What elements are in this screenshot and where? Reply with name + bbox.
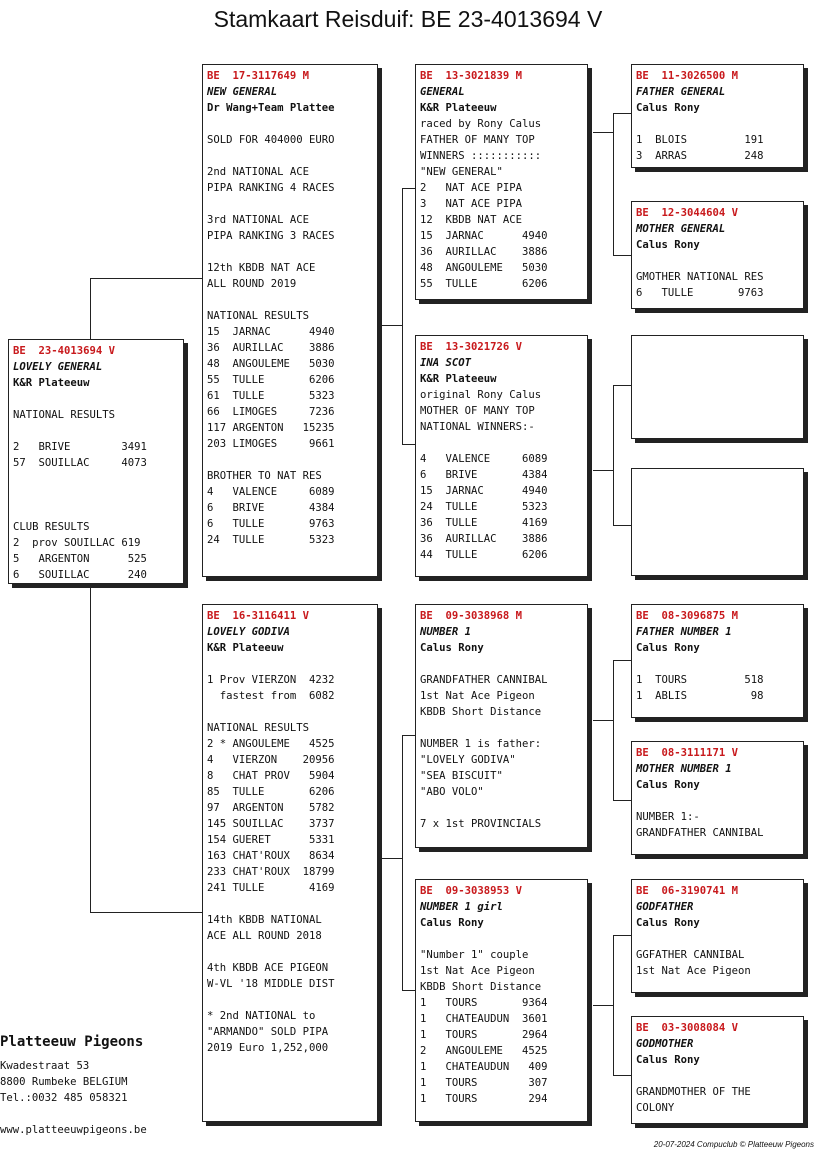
- result-line: [636, 793, 799, 809]
- pigeon-name: GENERAL: [420, 86, 465, 98]
- result-line: ALL ROUND 2019: [207, 278, 297, 290]
- connector-line: [613, 525, 632, 526]
- result-line: PIPA RANKING 3 RACES: [207, 230, 335, 242]
- result-line: "ABO VOLO": [420, 786, 484, 798]
- result-line: 1 TOURS 2964: [420, 1029, 548, 1041]
- pigeon-card-fmf: [631, 335, 804, 439]
- result-line: NATIONAL RESULTS: [13, 409, 116, 421]
- result-line: GRANDMOTHER OF THE: [636, 1086, 751, 1098]
- result-line: 2 prov SOUILLAC 619: [13, 537, 141, 549]
- breeder-name: Calus Rony: [636, 1054, 700, 1066]
- result-line: 61 TULLE 5323: [207, 390, 335, 402]
- result-line: 3rd NATIONAL ACE: [207, 214, 310, 226]
- pigeon-card-ffm: [631, 201, 804, 309]
- result-line: 6 TULLE 9763: [207, 518, 335, 530]
- connector-line: [402, 188, 403, 444]
- ring-number: BE 11-3026500 M: [636, 70, 739, 82]
- pigeon-card-mff: [631, 604, 804, 718]
- pigeon-card-subject: [8, 339, 184, 584]
- result-line: 36 AURILLAC 3886: [420, 246, 548, 258]
- result-line: 97 ARGENTON 5782: [207, 802, 335, 814]
- pigeon-card-ff: [415, 64, 588, 300]
- result-line: 7 x 1st PROVINCIALS: [420, 818, 542, 830]
- ring-number: BE 09-3038953 V: [420, 885, 523, 897]
- ring-number: BE 06-3190741 M: [636, 885, 739, 897]
- connector-line: [613, 113, 632, 114]
- result-line: 2 NAT ACE PIPA: [420, 182, 523, 194]
- result-line: 85 TULLE 6206: [207, 786, 335, 798]
- result-line: 6 SOUILLAC 240: [13, 569, 147, 581]
- result-line: [207, 944, 373, 960]
- ring-number: BE 09-3038968 M: [420, 610, 523, 622]
- result-line: 1st Nat Ace Pigeon: [420, 965, 535, 977]
- connector-line: [613, 935, 614, 1075]
- result-line: [207, 116, 373, 132]
- result-line: 36 AURILLAC 3886: [420, 533, 548, 545]
- result-line: 5 ARGENTON 525: [13, 553, 147, 565]
- connector-line: [613, 385, 614, 525]
- result-line: 44 TULLE 6206: [420, 549, 548, 561]
- result-line: [207, 196, 373, 212]
- result-line: 6 BRIVE 4384: [207, 502, 335, 514]
- result-line: 14th KBDB NATIONAL: [207, 914, 322, 926]
- pigeon-card-mmm: [631, 1016, 804, 1124]
- pigeon-card-mother: [202, 604, 378, 1122]
- connector-line: [613, 113, 614, 255]
- result-line: NATIONAL WINNERS:-: [420, 421, 535, 433]
- connector-line: [593, 720, 613, 721]
- result-line: 57 SOUILLAC 4073: [13, 457, 147, 469]
- result-line: 154 GUERET 5331: [207, 834, 335, 846]
- result-line: 2 BRIVE 3491: [13, 441, 147, 453]
- breeder-name: Calus Rony: [636, 239, 700, 251]
- result-line: 55 TULLE 6206: [207, 374, 335, 386]
- result-line: [13, 471, 179, 487]
- pigeon-name: INA SCOT: [420, 357, 472, 369]
- result-line: "NEW GENERAL": [420, 166, 503, 178]
- pigeon-name: GODMOTHER: [636, 1038, 694, 1050]
- result-line: 241 TULLE 4169: [207, 882, 335, 894]
- result-line: 8 CHAT PROV 5904: [207, 770, 335, 782]
- connector-line: [90, 912, 203, 913]
- result-line: [420, 720, 583, 736]
- breeder-name: Calus Rony: [636, 642, 700, 654]
- connector-line: [613, 660, 632, 661]
- connector-line: [402, 188, 416, 189]
- result-line: COLONY: [636, 1102, 675, 1114]
- result-line: 233 CHAT'ROUX 18799: [207, 866, 335, 878]
- result-line: W-VL '18 MIDDLE DIST: [207, 978, 335, 990]
- connector-line: [380, 858, 402, 859]
- result-line: 1 TOURS 294: [420, 1093, 548, 1105]
- result-line: [207, 992, 373, 1008]
- result-line: fastest from 6082: [207, 690, 335, 702]
- result-line: KBDB Short Distance: [420, 981, 542, 993]
- result-line: 15 JARNAC 4940: [420, 485, 548, 497]
- result-line: FATHER OF MANY TOP: [420, 134, 535, 146]
- result-line: 36 TULLE 4169: [420, 517, 548, 529]
- result-line: 15 JARNAC 4940: [420, 230, 548, 242]
- ring-number: BE 17-3117649 M: [207, 70, 310, 82]
- result-line: 3 NAT ACE PIPA: [420, 198, 523, 210]
- result-line: 2nd NATIONAL ACE: [207, 166, 310, 178]
- result-line: MOTHER OF MANY TOP: [420, 405, 535, 417]
- result-line: 12th KBDB NAT ACE: [207, 262, 316, 274]
- pigeon-card-fm: [415, 335, 588, 577]
- connector-line: [613, 1075, 632, 1076]
- result-line: [207, 656, 373, 672]
- pigeon-name: NEW GENERAL: [207, 86, 278, 98]
- result-line: 15 JARNAC 4940: [207, 326, 335, 338]
- result-line: [207, 244, 373, 260]
- result-line: 1 CHATEAUDUN 3601: [420, 1013, 548, 1025]
- result-line: [207, 292, 373, 308]
- result-line: 24 TULLE 5323: [420, 501, 548, 513]
- connector-line: [613, 255, 632, 256]
- owner-website-link[interactable]: www.platteeuwpigeons.be: [0, 1124, 147, 1136]
- result-line: [207, 148, 373, 164]
- result-line: BROTHER TO NAT RES: [207, 470, 322, 482]
- pigeon-card-fff: [631, 64, 804, 168]
- result-line: 2019 Euro 1,252,000: [207, 1042, 329, 1054]
- result-line: GRANDFATHER CANNIBAL: [420, 674, 548, 686]
- result-line: GMOTHER NATIONAL RES: [636, 271, 764, 283]
- result-line: 1 ABLIS 98: [636, 690, 764, 702]
- result-line: 36 AURILLAC 3886: [207, 342, 335, 354]
- connector-line: [613, 385, 632, 386]
- result-line: 163 CHAT'ROUX 8634: [207, 850, 335, 862]
- result-line: 1st Nat Ace Pigeon: [420, 690, 535, 702]
- result-line: raced by Rony Calus: [420, 118, 542, 130]
- connector-line: [90, 583, 91, 913]
- connector-line: [380, 325, 402, 326]
- result-line: [420, 435, 583, 451]
- pigeon-name: GODFATHER: [636, 901, 694, 913]
- pigeon-name: FATHER NUMBER 1: [636, 626, 732, 638]
- result-line: 48 ANGOULEME 5030: [420, 262, 548, 274]
- pigeon-card-mf: [415, 604, 588, 848]
- pigeon-card-fmm: [631, 468, 804, 576]
- breeder-name: Dr Wang+Team Plattee: [207, 102, 335, 114]
- result-line: CLUB RESULTS: [13, 521, 90, 533]
- connector-line: [613, 800, 632, 801]
- breeder-name: Calus Rony: [636, 102, 700, 114]
- ring-number: BE 16-3116411 V: [207, 610, 310, 622]
- result-line: NATIONAL RESULTS: [207, 722, 310, 734]
- result-line: WINNERS :::::::::::: [420, 150, 542, 162]
- ring-number: BE 12-3044604 V: [636, 207, 739, 219]
- connector-line: [90, 278, 203, 279]
- result-line: 3 ARRAS 248: [636, 150, 764, 162]
- result-line: 6 TULLE 9763: [636, 287, 764, 299]
- breeder-name: Calus Rony: [420, 917, 484, 929]
- connector-line: [593, 470, 613, 471]
- result-line: NUMBER 1 is father:: [420, 738, 542, 750]
- result-line: NUMBER 1:-: [636, 811, 700, 823]
- breeder-name: Calus Rony: [420, 642, 484, 654]
- page-title: Stamkaart Reisduif: BE 23-4013694 V: [213, 6, 603, 32]
- result-line: 1st Nat Ace Pigeon: [636, 965, 751, 977]
- result-line: [207, 896, 373, 912]
- result-line: [207, 452, 373, 468]
- result-line: 6 BRIVE 4384: [420, 469, 548, 481]
- pigeon-card-mm: [415, 879, 588, 1122]
- result-line: [636, 931, 799, 947]
- pigeon-card-mmf: [631, 879, 804, 993]
- result-line: [636, 253, 799, 269]
- result-line: 117 ARGENTON 15235: [207, 422, 335, 434]
- result-line: PIPA RANKING 4 RACES: [207, 182, 335, 194]
- result-line: GGFATHER CANNIBAL: [636, 949, 745, 961]
- result-line: [636, 1068, 799, 1084]
- result-line: [13, 487, 179, 503]
- result-line: 48 ANGOULEME 5030: [207, 358, 335, 370]
- pigeon-card-father: [202, 64, 378, 577]
- owner-city: 8800 Rumbeke BELGIUM: [0, 1076, 128, 1088]
- result-line: ACE ALL ROUND 2018: [207, 930, 322, 942]
- ring-number: BE 23-4013694 V: [13, 345, 116, 357]
- result-line: "ARMANDO" SOLD PIPA: [207, 1026, 329, 1038]
- breeder-name: K&R Plateeuw: [420, 373, 497, 385]
- result-line: 1 BLOIS 191: [636, 134, 764, 146]
- owner-phone: Tel.:0032 485 058321: [0, 1092, 128, 1104]
- breeder-name: Calus Rony: [636, 917, 700, 929]
- result-line: GRANDFATHER CANNIBAL: [636, 827, 764, 839]
- result-line: [636, 656, 799, 672]
- pigeon-name: NUMBER 1: [420, 626, 472, 638]
- result-line: 66 LIMOGES 7236: [207, 406, 335, 418]
- connector-line: [613, 660, 614, 800]
- result-line: * 2nd NATIONAL to: [207, 1010, 316, 1022]
- result-line: 4 VALENCE 6089: [420, 453, 548, 465]
- result-line: "SEA BISCUIT": [420, 770, 503, 782]
- connector-line: [90, 278, 91, 340]
- pigeon-name: NUMBER 1 girl: [420, 901, 503, 913]
- owner-name: Platteeuw Pigeons: [0, 1034, 144, 1050]
- result-line: 4th KBDB ACE PIGEON: [207, 962, 329, 974]
- result-line: 24 TULLE 5323: [207, 534, 335, 546]
- result-line: 1 TOURS 518: [636, 674, 764, 686]
- result-line: 55 TULLE 6206: [420, 278, 548, 290]
- result-line: "LOVELY GODIVA": [420, 754, 516, 766]
- breeder-name: Calus Rony: [636, 779, 700, 791]
- result-line: 4 VIERZON 20956: [207, 754, 335, 766]
- result-line: 2 * ANGOULEME 4525: [207, 738, 335, 750]
- pigeon-card-mfm: [631, 741, 804, 855]
- result-line: 203 LIMOGES 9661: [207, 438, 335, 450]
- result-line: 1 TOURS 307: [420, 1077, 548, 1089]
- ring-number: BE 13-3021726 V: [420, 341, 523, 353]
- result-line: NATIONAL RESULTS: [207, 310, 310, 322]
- result-line: [207, 704, 373, 720]
- connector-line: [402, 990, 416, 991]
- result-line: 1 CHATEAUDUN 409: [420, 1061, 548, 1073]
- result-line: 4 VALENCE 6089: [207, 486, 335, 498]
- ring-number: BE 13-3021839 M: [420, 70, 523, 82]
- ring-number: BE 08-3096875 M: [636, 610, 739, 622]
- owner-street: Kwadestraat 53: [0, 1060, 90, 1072]
- connector-line: [402, 735, 403, 990]
- connector-line: [593, 132, 613, 133]
- pigeon-name: LOVELY GENERAL: [13, 361, 103, 373]
- pigeon-name: FATHER GENERAL: [636, 86, 726, 98]
- pigeon-name: MOTHER GENERAL: [636, 223, 726, 235]
- breeder-name: K&R Plateeuw: [420, 102, 497, 114]
- result-line: 1 Prov VIERZON 4232: [207, 674, 335, 686]
- connector-line: [593, 1005, 613, 1006]
- result-line: [636, 116, 799, 132]
- result-line: original Rony Calus: [420, 389, 542, 401]
- result-line: SOLD FOR 404000 EURO: [207, 134, 335, 146]
- result-line: [13, 423, 179, 439]
- connector-line: [613, 935, 632, 936]
- result-line: [420, 931, 583, 947]
- result-line: 12 KBDB NAT ACE: [420, 214, 523, 226]
- result-line: [13, 391, 179, 407]
- breeder-name: K&R Plateeuw: [207, 642, 284, 654]
- result-line: 1 TOURS 9364: [420, 997, 548, 1009]
- connector-line: [402, 444, 416, 445]
- result-line: KBDB Short Distance: [420, 706, 542, 718]
- breeder-name: K&R Plateeuw: [13, 377, 90, 389]
- result-line: [420, 800, 583, 816]
- result-line: [13, 503, 179, 519]
- pigeon-name: MOTHER NUMBER 1: [636, 763, 732, 775]
- connector-line: [402, 735, 416, 736]
- result-line: 145 SOUILLAC 3737: [207, 818, 335, 830]
- result-line: "Number 1" couple: [420, 949, 529, 961]
- pigeon-name: LOVELY GODIVA: [207, 626, 290, 638]
- result-line: 2 ANGOULEME 4525: [420, 1045, 548, 1057]
- ring-number: BE 03-3008084 V: [636, 1022, 739, 1034]
- result-line: [420, 656, 583, 672]
- footer-credit: 20-07-2024 Compuclub © Platteeuw Pigeons: [653, 1140, 814, 1149]
- ring-number: BE 08-3111171 V: [636, 747, 739, 759]
